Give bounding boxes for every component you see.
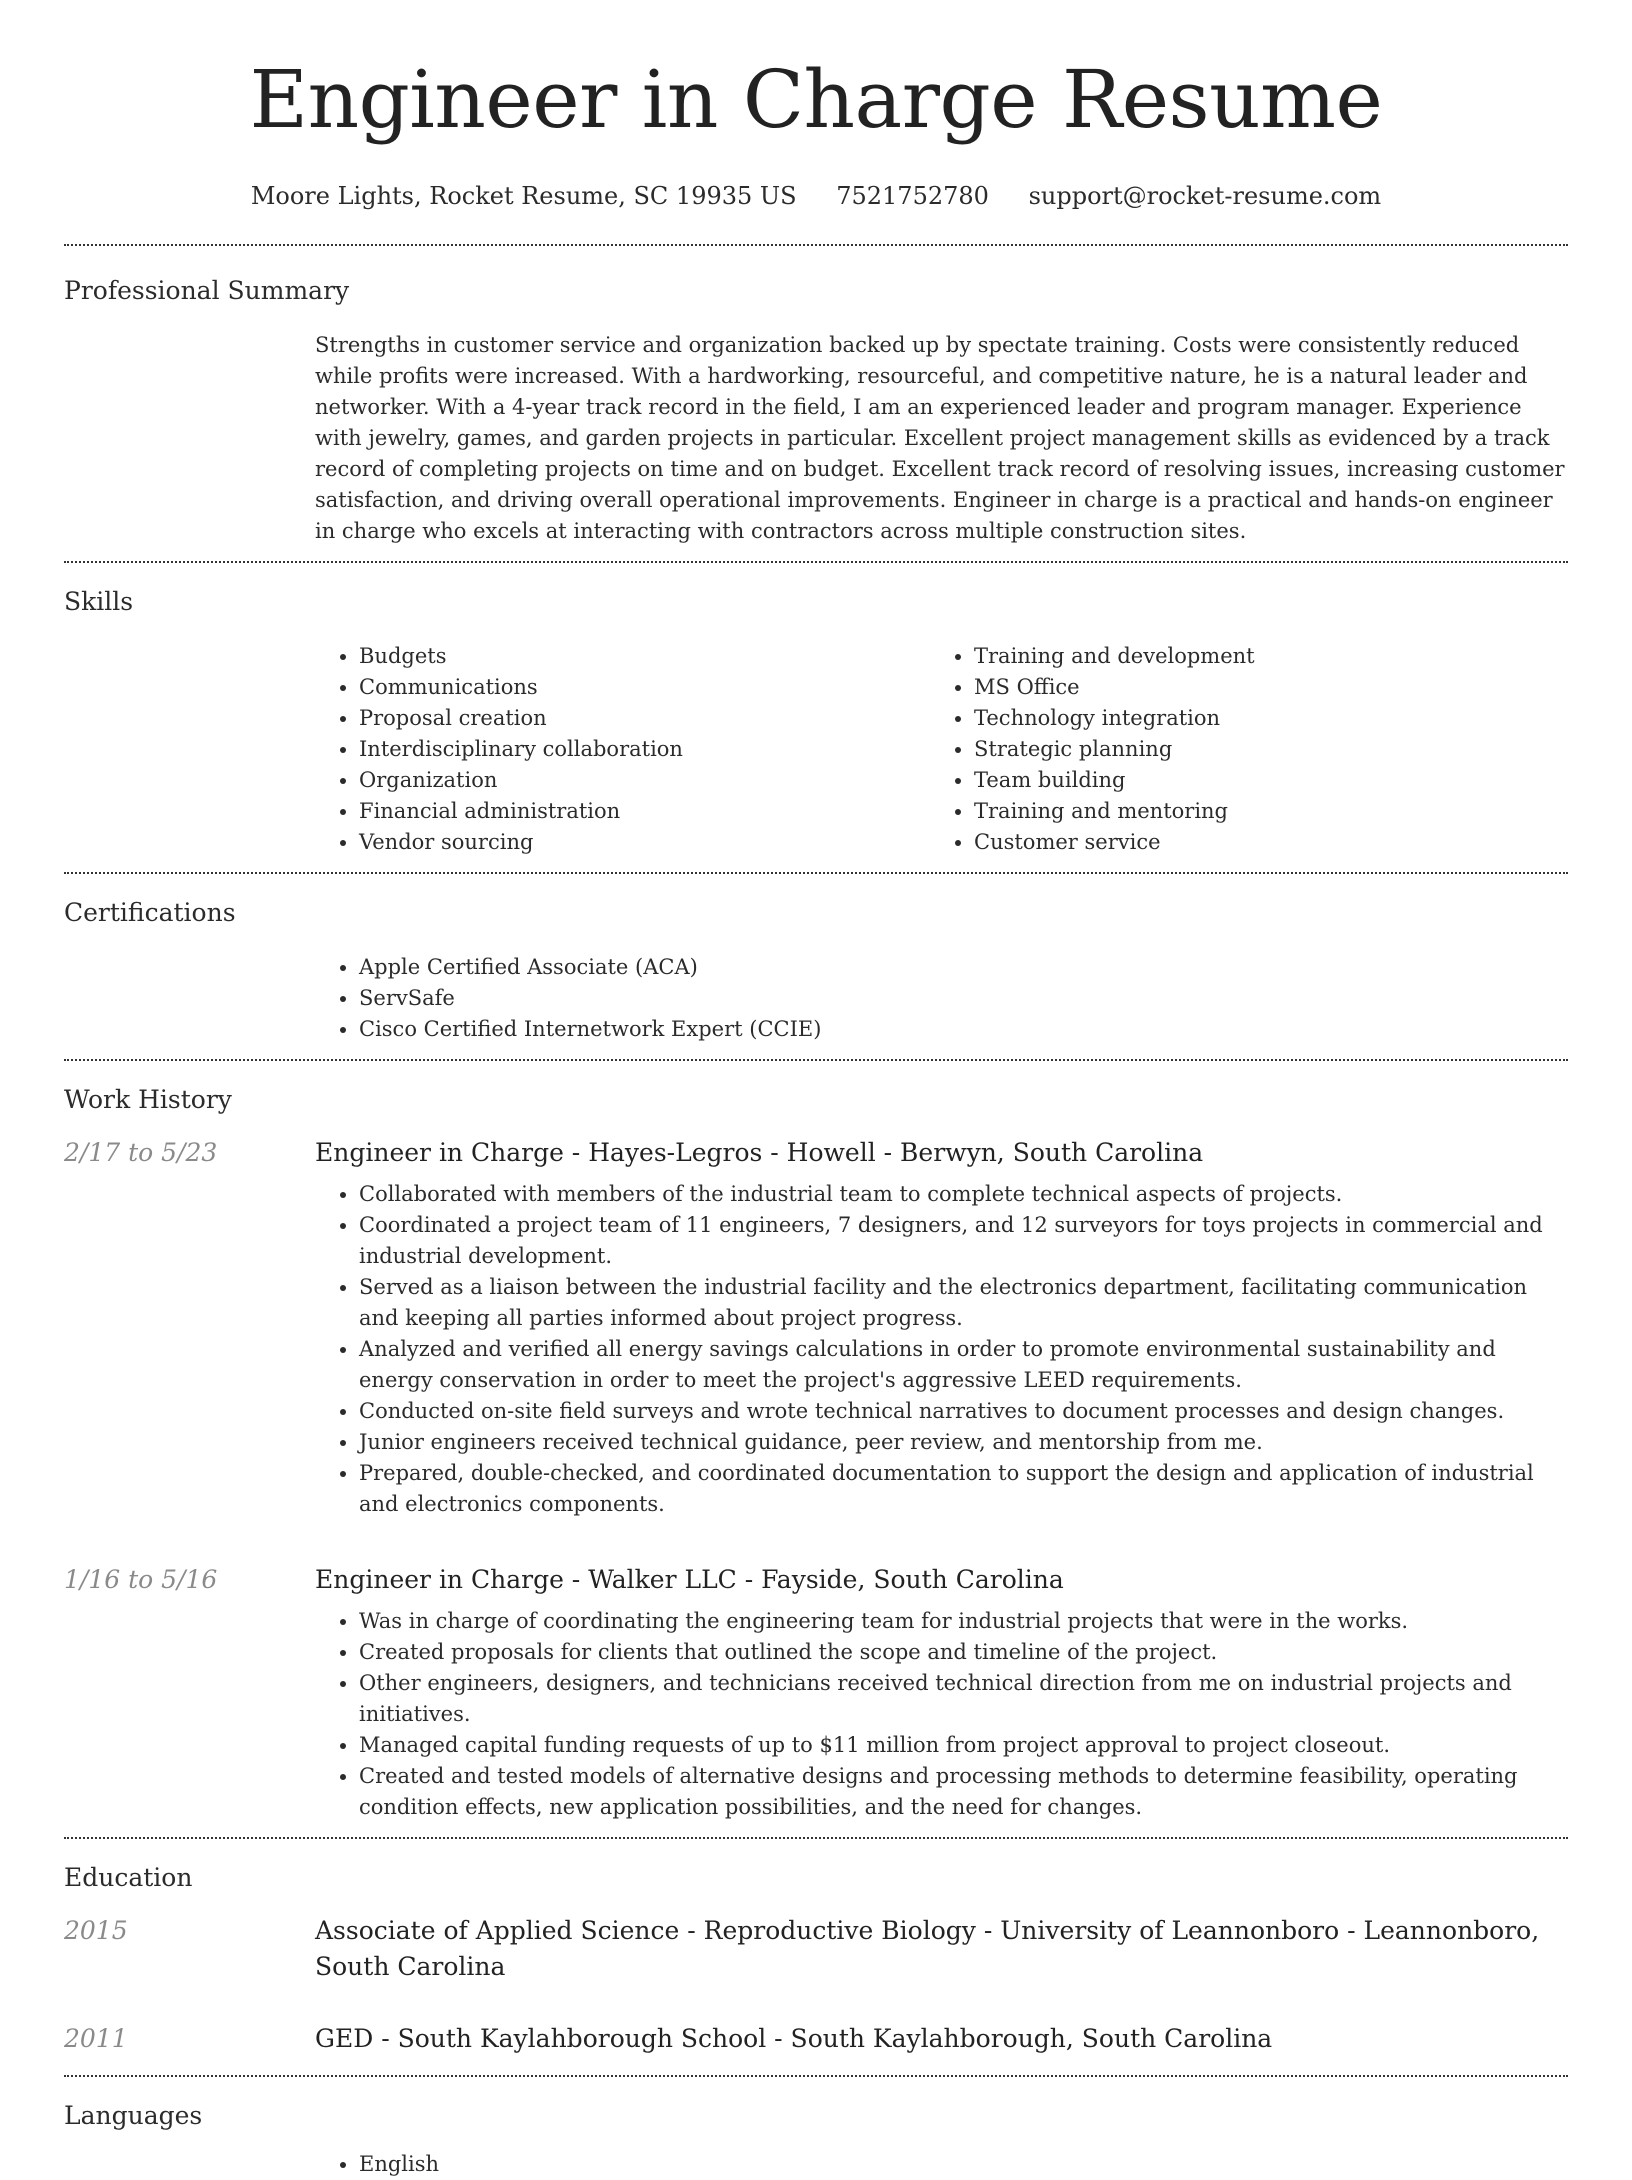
languages-section	[64, 2099, 1568, 2180]
divider	[64, 1059, 1568, 1061]
languages-heading: Languages	[64, 2101, 203, 2130]
education-year: 2011	[64, 2024, 128, 2053]
education-title: Associate of Applied Science - Reproductive Biology - University of Leannonboro - Leannonboro, South Carolina	[315, 1916, 1540, 1981]
summary-heading: Professional Summary	[64, 276, 350, 305]
job-entry	[64, 1135, 1568, 1534]
education-entry	[64, 1913, 1568, 2003]
list-item: • Junior engineers received technical guidance, peer review, and mentorship from me.	[359, 1427, 1568, 1458]
list-item: • Served as a liaison between the industrial facility and the electronics department, facilitating communication and keeping all parties informed about project progress.	[359, 1272, 1568, 1334]
education-entry	[64, 2021, 1568, 2075]
list-item: • Organization	[359, 765, 930, 796]
address: Moore Lights, Rocket Resume, SC 19935 US	[250, 182, 797, 210]
job-entry	[64, 1562, 1568, 1837]
education-section	[64, 1861, 1568, 2075]
list-item: • Cisco Certified Internetwork Expert (CCIE)	[359, 1014, 1568, 1045]
divider	[64, 561, 1568, 563]
list-item: • Team building	[974, 765, 1545, 796]
divider	[64, 2075, 1568, 2077]
certifications-section	[64, 896, 1568, 1045]
divider	[64, 1837, 1568, 1839]
list-item: • Conducted on-site field surveys and wrote technical narratives to document processes and design changes.	[359, 1396, 1568, 1427]
summary-text: Strengths in customer service and organization backed up by spectate training. Costs were consistently reduced while profits were increased. With a hardworking, resourceful, and competitive nature, he is a natural leader and networker. With a 4-year track record in the field, I am an experienced leader and program manager. Experience with jewelry, games, and garden projects in particular. Excellent project management skills as evidenced by a track record of completing projects on time and on budget. Excellent track record of resolving issues, increasing customer satisfaction, and driving overall operational improvements. Engineer in charge is a practical and hands-on engineer in charge who excels at interacting with contractors across multiple construction sites.	[315, 333, 1565, 543]
contact-info	[64, 180, 1568, 212]
list-item: • Managed capital funding requests of up to $11 million from project approval to project closeout.	[359, 1730, 1568, 1761]
education-title: GED - South Kaylahborough School - South Kaylahborough, South Carolina	[315, 2024, 1273, 2053]
summary-section	[64, 274, 1568, 547]
list-item: • ServSafe	[359, 983, 1568, 1014]
list-item: • Customer service	[974, 827, 1545, 858]
list-item: • Prepared, double-checked, and coordinated documentation to support the design and application of industrial and electronics components.	[359, 1458, 1568, 1520]
certifications-list	[315, 952, 1568, 1045]
list-item: • MS Office	[974, 672, 1545, 703]
job-dates: 2/17 to 5/23	[64, 1138, 218, 1167]
resume-page	[64, 0, 1568, 2180]
list-item: • Strategic planning	[974, 734, 1545, 765]
job-title: Engineer in Charge - Hayes-Legros - Howell - Berwyn, South Carolina	[315, 1138, 1204, 1167]
job-bullets	[315, 1179, 1568, 1520]
job-body	[315, 1562, 1568, 1837]
work-history-heading: Work History	[64, 1085, 232, 1114]
skills-right-list	[930, 641, 1545, 858]
skills-heading: Skills	[64, 587, 134, 616]
list-item: • Analyzed and verified all energy savings calculations in order to promote environmental sustainability and energy conservation in order to meet the project's aggressive LEED requirements.	[359, 1334, 1568, 1396]
certifications-heading: Certifications	[64, 898, 236, 927]
job-title: Engineer in Charge - Walker LLC - Fayside, South Carolina	[315, 1565, 1064, 1594]
divider	[64, 244, 1568, 246]
skills-section	[64, 585, 1568, 858]
list-item: • Financial administration	[359, 796, 930, 827]
education-year: 2015	[64, 1916, 128, 1945]
list-item: • Other engineers, designers, and technicians received technical direction from me on industrial projects and initiatives.	[359, 1668, 1568, 1730]
work-history-section	[64, 1083, 1568, 1837]
list-item: • Communications	[359, 672, 930, 703]
education-heading: Education	[64, 1863, 193, 1892]
list-item: • Technology integration	[974, 703, 1545, 734]
list-item: • English	[359, 2149, 1568, 2180]
email[interactable]: support@rocket-resume.com	[1028, 182, 1382, 210]
job-dates: 1/16 to 5/16	[64, 1565, 218, 1594]
list-item: • Interdisciplinary collaboration	[359, 734, 930, 765]
list-item: • Training and development	[974, 641, 1545, 672]
page-title: Engineer in Charge Resume	[249, 53, 1383, 146]
job-body	[315, 1135, 1568, 1534]
skills-columns	[315, 641, 1568, 858]
skills-left-list	[315, 641, 930, 858]
list-item: • Collaborated with members of the industrial team to complete technical aspects of projects.	[359, 1179, 1568, 1210]
list-item: • Training and mentoring	[974, 796, 1545, 827]
divider	[64, 872, 1568, 874]
list-item: • Budgets	[359, 641, 930, 672]
list-item: • Was in charge of coordinating the engineering team for industrial projects that were in the works.	[359, 1606, 1568, 1637]
list-item: • Coordinated a project team of 11 engineers, 7 designers, and 12 surveyors for toys projects in commercial and industrial development.	[359, 1210, 1568, 1272]
list-item: • Proposal creation	[359, 703, 930, 734]
list-item: • Created proposals for clients that outlined the scope and timeline of the project.	[359, 1637, 1568, 1668]
list-item: • Apple Certified Associate (ACA)	[359, 952, 1568, 983]
list-item: • Created and tested models of alternative designs and processing methods to determine feasibility, operating condition effects, new application possibilities, and the need for changes.	[359, 1761, 1568, 1823]
phone: 7521752780	[836, 182, 989, 210]
list-item: • Vendor sourcing	[359, 827, 930, 858]
languages-list	[315, 2149, 1568, 2180]
resume-header	[64, 0, 1568, 212]
job-bullets	[315, 1606, 1568, 1823]
